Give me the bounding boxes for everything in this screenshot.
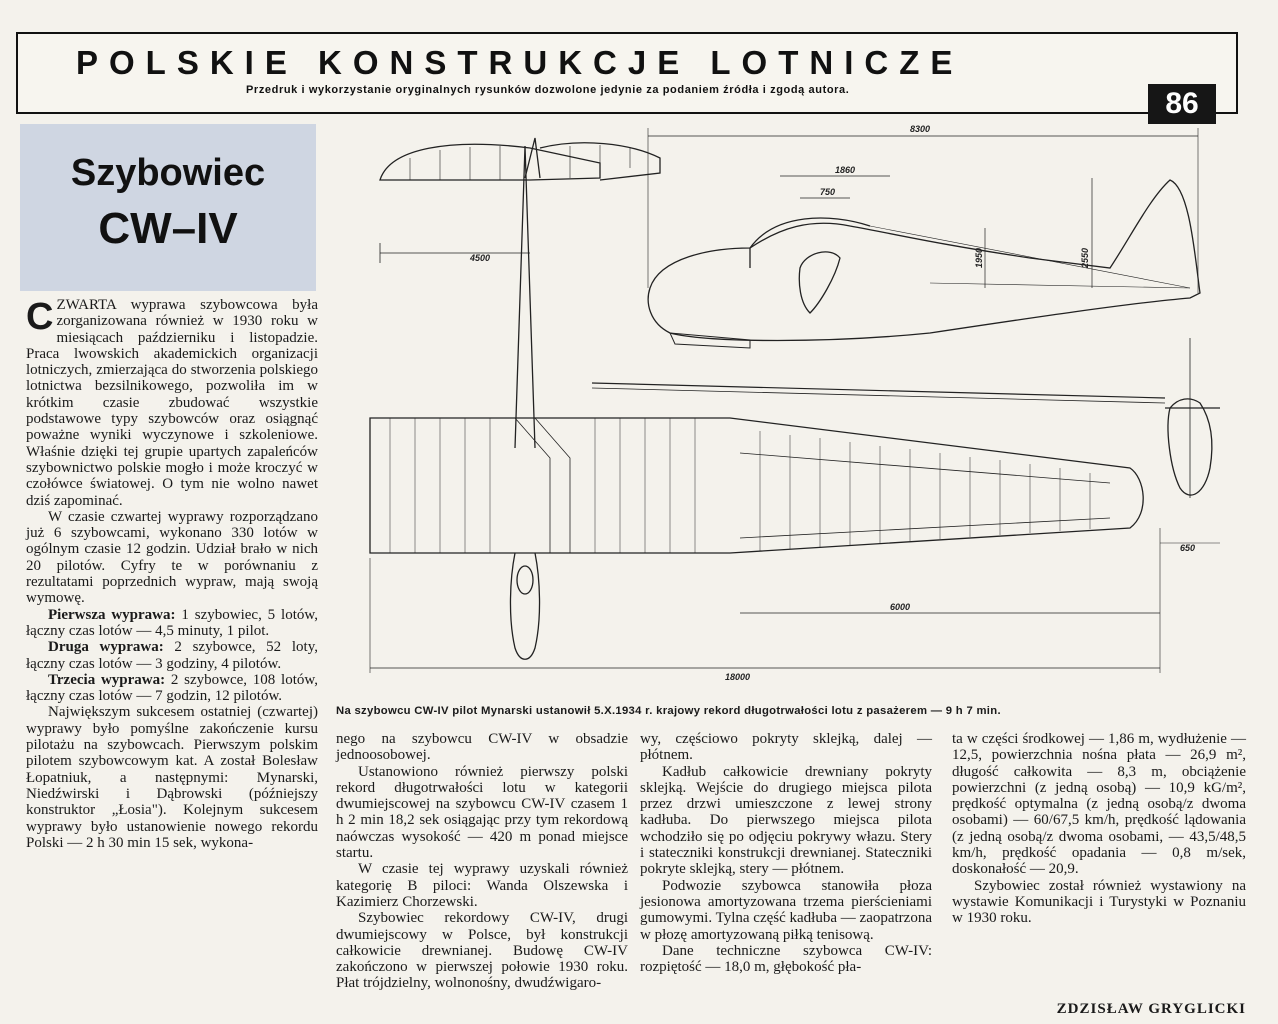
paragraph: Dane techniczne szybowca CW-IV: rozpiętość — 18,0 m, głębokość pła-	[640, 942, 932, 976]
dim-length: 8300	[910, 124, 931, 134]
fuselage-side-view	[648, 180, 1200, 341]
paragraph: nego na szybowcu CW-IV w obsadzie jednoosobowej.	[336, 731, 628, 764]
dim-height1: 1950	[974, 247, 984, 268]
text-column-4	[952, 731, 1246, 927]
expedition-label: Druga wyprawa:	[48, 639, 164, 656]
paragraph: ta w części środkowej — 1,86 m, wydłużenie — 12,5, powierzchnia nośna płata — 26,9 m², długość całkowita — 8,3 m, obciążenie powierzchni (z jedną osobą) — 10,9 kG/m², prędkość optymalna (z jedną osobą/z dwoma osobami) — 60/67,5 km/h, prędkość lądowania (z jedną osobą/z dwoma osobami, — 43,5/48,5 km/h, prędkość opadania — 0,8 m/sek, doskonałość — 20,9.	[952, 731, 1246, 878]
wing-plan-view	[370, 418, 1143, 553]
paragraph: wy, częściowo pokryty sklejką, dalej — płótnem.	[640, 731, 932, 764]
dim-span: 18000	[725, 672, 751, 682]
paragraph: Szybowiec rekordowy CW-IV, drugi dwumiejscowy w Polsce, był konstrukcji całkowicie drewnianej. Budowę CW-IV zakończono w pierwszej połowie 1930 roku. Płat trójdzielny, wolnonośny, dwudźwigaro-	[336, 910, 628, 992]
paragraph: W czasie czwartej wyprawy rozporządzano już 6 szybowcami, wykonano 330 lotów w ogólnym czasie 12 godzin. Udział brało w nich 20 pilotów. Cyfry te w porównaniu z rezultatami poprzednich wypraw, mają swoją wymowę.	[26, 508, 318, 607]
paragraph: Ustanowiono również pierwszy polski rekord długotrwałości lotu w kategorii dwumiejscowej na szybowcu CW-IV czasem 1 h 2 min 18,2 sek osiągając przy tym rekordową naówczas wysokość — 420 m ponad miejsce startu.	[336, 763, 628, 862]
text-column-3	[640, 731, 932, 975]
article-title-line1: Szybowiec	[70, 152, 266, 194]
series-title: POLSKIE KONSTRUKCJE LOTNICZE	[76, 44, 964, 81]
header-box	[16, 32, 1238, 120]
paragraph: 2 szybowce, 52 loty, łączny czas lotów — 3 godziny, 4 pilotów.	[26, 639, 318, 672]
dim-cockpit: 750	[820, 187, 836, 197]
paragraph: ZWARTA wyprawa szybowcowa była zorganizowana również w 1930 roku w miesiącach październiku i listopadzie. Praca lwowskich akademickich organizacji lotniczych, zmierzająca do stworzenia polskiego lotnictwa bezsilnikowego, pozwoliła im w krótkim czasie zbudować wszystkie podstawowe typy szybowców oraz osiągnąć poważne wyniki wyczynowe i szkoleniowe. Właśnie dzięki tej grupie upartych zapaleńców szybownictwo polskie mogło i może kroczyć w czołówce światowej. O tym nie wolno nawet dziś zapominać.	[26, 297, 318, 509]
tail-plan-view	[380, 144, 600, 180]
text-column-1	[26, 297, 318, 851]
dim-650: 650	[1180, 543, 1196, 553]
paragraph: Największym sukcesem ostatniej (czwartej) wyprawy było pomyślne zakończenie kursu pilotażu na szybowcach. Pierwszym polskim pilotem szybowcowym kat. A został Bolesław Łopatniuk, a następnymi: Mynarski, Niedźwirski i Dąbrowski (późniejszy konstruktor „Łosia"). Kolejnym sukcesem wyprawy było ustanowienie nowego rekordu Polski — 2 h 30 min 15 sek, wykona-	[26, 704, 318, 851]
drop-cap: C	[26, 296, 54, 338]
text-column-2	[336, 731, 628, 992]
paragraph: 1 szybowiec, 5 lotów, łączny czas lotów — 4,5 minuty, 1 pilot.	[26, 606, 318, 639]
dim-chord: 1860	[835, 165, 856, 175]
dim-height2: 2550	[1080, 247, 1090, 268]
article-title-box	[20, 124, 316, 291]
paragraph: Kadłub całkowicie drewniany pokryty sklejką. Wejście do drugiego miejsca pilota przez drzwi umieszczone z lewej strony kadłuba. Do pierwszego miejsca pilota wchodziło się po odjęciu pokrywy włazu. Stery i stateczniki konstrukcji drewnianej. Stateczniki pokryte sklejką, stery — płótnem.	[640, 763, 932, 878]
paragraph: Szybowiec został również wystawiony na wystawie Komunikacji i Turystyki w Poznaniu w 1930 roku.	[952, 877, 1246, 927]
figure-caption: Na szybowcu CW-IV pilot Mynarski ustanowił 5.X.1934 r. krajowy rekord długotrwałości lotu z pasażerem — 9 h 7 min.	[336, 705, 1001, 717]
dim-half-span: 6000	[890, 602, 911, 612]
paragraph: 2 szybowce, 108 lotów, łączny czas lotów — 7 godzin, 12 pilotów.	[26, 671, 318, 705]
expedition-label: Pierwsza wyprawa:	[48, 606, 176, 623]
copyright-note: Przedruk i wykorzystanie oryginalnych rysunków dozwolone jedynie za podaniem źródła i zgodą autora.	[246, 84, 850, 96]
glider-drawing	[330, 118, 1240, 703]
issue-number: 86	[1148, 84, 1216, 124]
article-title-line2: CW–IV	[98, 204, 238, 253]
paragraph: Podwozie szybowca stanowiła płoza jesionowa amortyzowana trzema pierścieniami gumowymi. Tylna część kadłuba — zaopatrzona w płozę amortyzowaną piłką tenisową.	[640, 877, 932, 943]
paragraph: W czasie tej wyprawy uzyskali również kategorię B piloci: Wanda Olszewska i Kazimierz Chorzewski.	[336, 861, 628, 910]
expedition-label: Trzecia wyprawa:	[48, 671, 166, 688]
dim-tail: 4500	[470, 253, 491, 263]
author-name: ZDZISŁAW GRYGLICKI	[1056, 1001, 1246, 1017]
